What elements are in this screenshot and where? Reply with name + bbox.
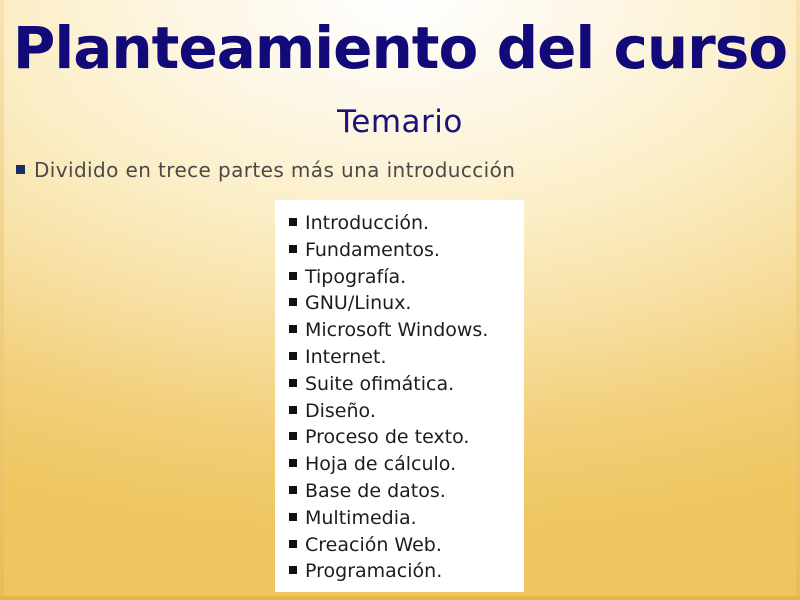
square-bullet-icon (289, 459, 297, 467)
list-item-label: Multimedia. (305, 506, 417, 529)
list-item (289, 478, 524, 505)
list-item-label: Base de datos. (305, 479, 446, 502)
list-item (289, 505, 524, 532)
list-item (289, 371, 524, 398)
list-item-label: GNU/Linux. (305, 292, 412, 315)
list-item-label: Programación. (305, 560, 443, 583)
slide-bottom-border (0, 596, 800, 600)
lead-bullet-text: Dividido en trece partes más una introducción (34, 158, 516, 182)
list-item (289, 451, 524, 478)
list-item-label: Tipografía. (305, 265, 407, 288)
list-item (289, 424, 524, 451)
square-bullet-icon (289, 379, 297, 387)
list-item-label: Fundamentos. (305, 238, 440, 261)
list-item-label: Suite ofimática. (305, 372, 455, 395)
list-item-label: Introducción. (305, 212, 430, 234)
list-item (289, 264, 524, 291)
list-item (289, 398, 524, 425)
square-bullet-icon (289, 406, 297, 414)
square-bullet-icon (289, 272, 297, 280)
list-item-label: Proceso de texto. (305, 426, 470, 449)
list-item (289, 317, 524, 344)
square-bullet-icon (289, 325, 297, 333)
slide-right-border (796, 0, 800, 600)
square-bullet-icon (289, 486, 297, 494)
square-bullet-icon (289, 540, 297, 548)
list-item (289, 344, 524, 371)
square-bullet-icon (289, 566, 297, 574)
page-subtitle: Temario (337, 104, 463, 140)
slide-left-border (0, 0, 4, 600)
topics-list (289, 210, 524, 585)
list-item (289, 290, 524, 317)
list-item-label: Diseño. (305, 399, 376, 422)
square-bullet-icon (289, 513, 297, 521)
list-item (289, 532, 524, 559)
lead-bullet-row (16, 158, 515, 182)
square-bullet-icon (289, 352, 297, 360)
square-bullet-icon (289, 218, 297, 226)
list-item-label: Hoja de cálculo. (305, 453, 457, 476)
square-bullet-icon (289, 245, 297, 253)
topics-panel (275, 200, 524, 592)
square-bullet-icon (16, 165, 25, 174)
list-item-label: Internet. (305, 345, 387, 368)
square-bullet-icon (289, 432, 297, 440)
list-item-label: Creación Web. (305, 533, 442, 556)
page-title: Planteamiento del curso (12, 14, 788, 82)
list-item-label: Microsoft Windows. (305, 319, 489, 342)
list-item (289, 558, 524, 585)
list-item (289, 210, 524, 237)
square-bullet-icon (289, 298, 297, 306)
list-item (289, 237, 524, 264)
